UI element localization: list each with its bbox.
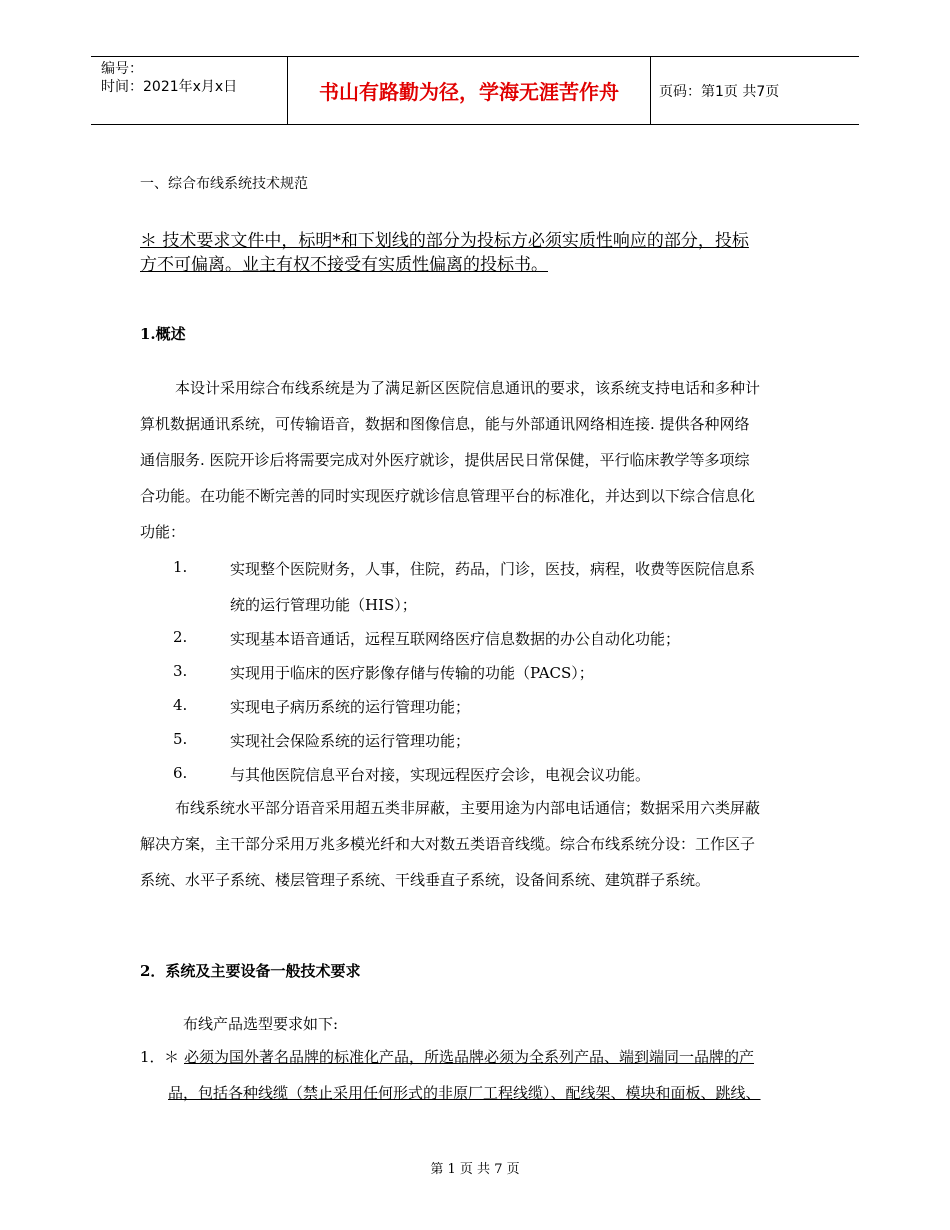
page-footer: 第 1 页 共 7 页 xyxy=(430,1162,520,1177)
paragraph-line: 布线系统水平部分语音采用超五类非屏蔽，主要用途为内部电话通信；数据采用六类屏蔽 xyxy=(175,799,761,817)
list-item: 实现整个医院财务，人事，住院，药品，门诊，医技，病程，收费等医院信息系 xyxy=(230,560,756,578)
list-item: 实现基本语音通话，远程互联网络医疗信息数据的办公自动化功能； xyxy=(230,630,681,648)
header-meta xyxy=(101,60,237,96)
list-item: 实现电子病历系统的运行管理功能； xyxy=(230,698,471,716)
list-number: 2. xyxy=(173,628,188,646)
paragraph-line: 合功能。在功能不断完善的同时实现医疗就诊信息管理平台的标准化，并达到以下综合信息化 xyxy=(140,487,756,505)
list-number: 4. xyxy=(173,696,188,714)
paragraph-line: 功能： xyxy=(140,523,186,541)
list-item: 实现用于临床的医疗影像存储与传输的功能（PACS）； xyxy=(230,664,594,682)
list-number: 1． xyxy=(140,1048,165,1066)
page-header xyxy=(91,56,859,125)
notice-line-1: ＊ 技术要求文件中，标明*和下划线的部分为投标方必须实质性响应的部分，投标 xyxy=(140,231,749,251)
list-item: 必须为国外著名品牌的标准化产品，所选品牌必须为全系列产品、端到端同一品牌的产 xyxy=(184,1048,755,1066)
header-page-info: 页码：第1页 共7页 xyxy=(659,83,780,100)
required-star: ＊ xyxy=(164,1048,180,1066)
list-number: 6. xyxy=(173,764,188,782)
doc-time-label: 时间：2021年x月x日 xyxy=(101,79,238,95)
requirements-heading: 2．系统及主要设备一般技术要求 xyxy=(140,962,361,980)
doc-id-label: 编号： xyxy=(101,61,143,77)
notice-line-2: 方不可偏离。业主有权不接受有实质性偏离的投标书。 xyxy=(140,255,548,275)
section-title: 一、综合布线系统技术规范 xyxy=(140,176,308,192)
paragraph-line: 算机数据通讯系统，可传输语音，数据和图像信息，能与外部通讯网络相连接. 提供各种网络 xyxy=(140,415,750,433)
header-divider xyxy=(650,57,651,124)
header-motto: 书山有路勤为径，学海无涯苦作舟 xyxy=(319,80,619,104)
paragraph-line: 系统、水平子系统、楼层管理子系统、干线垂直子系统，设备间系统、建筑群子系统。 xyxy=(140,871,711,889)
paragraph-line: 解决方案，主干部分采用万兆多模光纤和大对数五类语音线缆。综合布线系统分设：工作区子 xyxy=(140,835,756,853)
requirements-intro: 布线产品选型要求如下: xyxy=(183,1015,339,1033)
paragraph-line: 通信服务. 医院开诊后将需要完成对外医疗就诊，提供居民日常保健，平行临床教学等多项综 xyxy=(140,451,750,469)
list-item-continuation: 品，包括各种线缆（禁止采用任何形式的非原厂工程线缆）、配线架、模块和面板、跳线、 xyxy=(168,1084,761,1102)
list-number: 3. xyxy=(173,662,188,680)
list-item: 实现社会保险系统的运行管理功能； xyxy=(230,732,471,750)
list-item-continuation: 统的运行管理功能（HIS）； xyxy=(230,596,417,614)
list-item: 与其他医院信息平台对接，实现远程医疗会诊，电视会议功能。 xyxy=(230,766,651,784)
overview-heading: 1.概述 xyxy=(140,325,186,343)
list-number: 1. xyxy=(173,558,188,576)
paragraph-line: 本设计采用综合布线系统是为了满足新区医院信息通讯的要求，该系统支持电话和多种计 xyxy=(175,379,761,397)
list-number: 5. xyxy=(173,730,188,748)
